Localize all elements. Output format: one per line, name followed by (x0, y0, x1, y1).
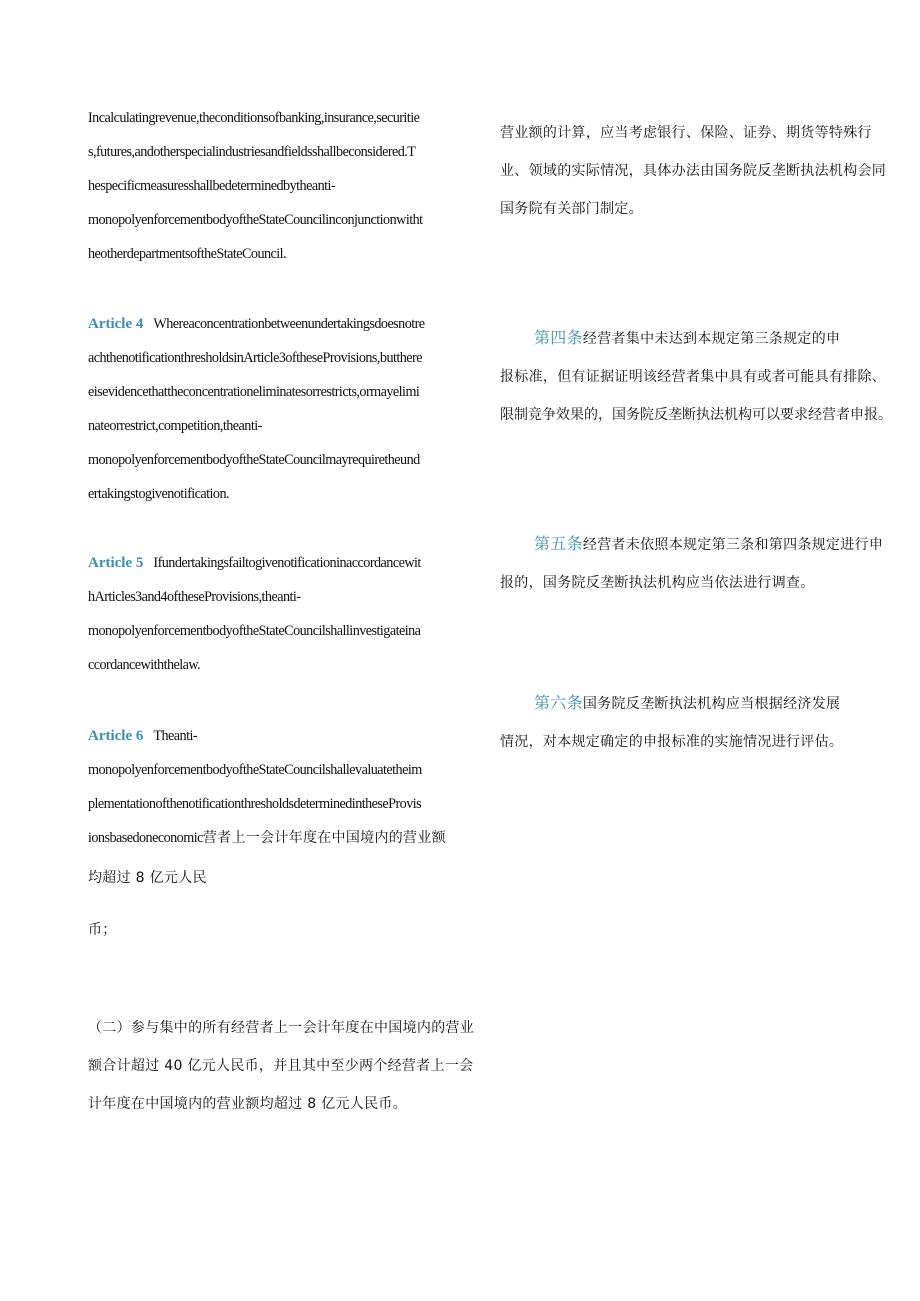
text-span: Ifundertakingsfailtogivenotificationinaccordancewit (153, 555, 421, 571)
text-line: monopolyenforcementbodyoftheStateCouncilinconjunctionwitht (88, 212, 423, 228)
left-item-2 (88, 1009, 508, 1123)
article-4-heading: Article 4 (88, 316, 144, 332)
text-line: 计年度在中国境内的营业额均超过 8 亿元人民币。 (88, 1096, 408, 1112)
left-paragraph-revenue (88, 101, 498, 271)
text-span-chinese: 营者上一会计年度在中国境内的营业额 (202, 830, 446, 846)
left-fragment-currency (88, 911, 498, 949)
text-line: monopolyenforcementbodyoftheStateCouncilshallevaluatetheim (88, 762, 422, 778)
right-article-5 (500, 525, 916, 602)
text-line: hespecificmeasuresshallbedeterminedbytheanti- (88, 178, 336, 194)
article-5-heading: Article 5 (88, 555, 144, 571)
text-line: 营业额的计算，应当考虑银行、保险、证券、期货等特殊行 (500, 125, 872, 141)
text-line: nateorrestrict,competition,theanti- (88, 418, 262, 434)
right-article-6 (500, 684, 916, 761)
text-line: 币； (88, 922, 117, 938)
text-line: plementationofthenotificationthresholdsdeterminedintheseProvis (88, 796, 422, 812)
text-line: ccordancewiththelaw. (88, 657, 201, 673)
left-article-5 (88, 546, 498, 682)
text-line: 报标准，但有证据证明该经营者集中具有或者可能具有排除、 (500, 369, 887, 385)
text-line (88, 821, 498, 855)
text-line: ertakingstogivenotification. (88, 486, 230, 502)
article-6-heading-cn: 第六条 (534, 693, 583, 712)
text-line (500, 319, 916, 358)
text-line: 额合计超过 40 亿元人民币，并且其中至少两个经营者上一会 (88, 1058, 474, 1074)
text-line: hArticles3and4oftheseProvisions,theanti- (88, 589, 301, 605)
text-line: 情况，对本规定确定的申报标准的实施情况进行评估。 (500, 734, 844, 750)
article-4-heading-cn: 第四条 (534, 328, 583, 347)
left-fragment-amount (88, 859, 498, 897)
text-line: eisevidencethattheconcentrationeliminatesorrestricts,ormayelimi (88, 384, 420, 400)
text-span: Theanti- (153, 728, 198, 744)
right-paragraph-revenue (500, 114, 916, 228)
text-line: s,futures,andotherspecialindustriesandfieldsshallbeconsidered.T (88, 144, 416, 160)
text-line: heotherdepartmentsoftheStateCouncil. (88, 246, 287, 262)
text-line: Incalculatingrevenue,theconditionsofbanking,insurance,securitie (88, 110, 420, 126)
left-article-4 (88, 307, 498, 511)
text-line: monopolyenforcementbodyoftheStateCouncilmayrequiretheund (88, 452, 420, 468)
text-line: monopolyenforcementbodyoftheStateCouncilshallinvestigateina (88, 623, 421, 639)
article-6-heading: Article 6 (88, 728, 144, 744)
text-line: 业、领域的实际情况，具体办法由国务院反垄断执法机构会同 (500, 163, 887, 179)
text-span: 经营者未依照本规定第三条和第四条规定进行申 (582, 537, 884, 553)
text-line (88, 719, 498, 753)
text-line: 均超过 8 亿元人民 (88, 870, 207, 886)
text-line (88, 307, 498, 341)
text-span: ionsbasedoneconomic (88, 830, 203, 846)
text-span: 经营者集中未达到本规定第三条规定的申 (582, 331, 841, 347)
text-line: 报的，国务院反垄断执法机构应当依法进行调查。 (500, 575, 815, 591)
article-5-heading-cn: 第五条 (534, 534, 583, 553)
left-article-6 (88, 719, 498, 855)
text-line: （二）参与集中的所有经营者上一会计年度在中国境内的营业 (88, 1020, 475, 1036)
right-article-4 (500, 319, 916, 434)
text-line (88, 546, 498, 580)
text-line: achthenotificationthresholdsinArticle3oftheseProvisions,butthere (88, 350, 422, 366)
text-span: 国务院反垄断执法机构应当根据经济发展 (582, 696, 841, 712)
text-span: Whereaconcentrationbetweenundertakingsdoesnotre (153, 316, 425, 332)
text-line (500, 525, 916, 564)
text-line (500, 684, 916, 723)
text-line: 国务院有关部门制定。 (500, 201, 643, 217)
text-line: 限制竞争效果的，国务院反垄断执法机构可以要求经营者申报。 (500, 407, 892, 423)
